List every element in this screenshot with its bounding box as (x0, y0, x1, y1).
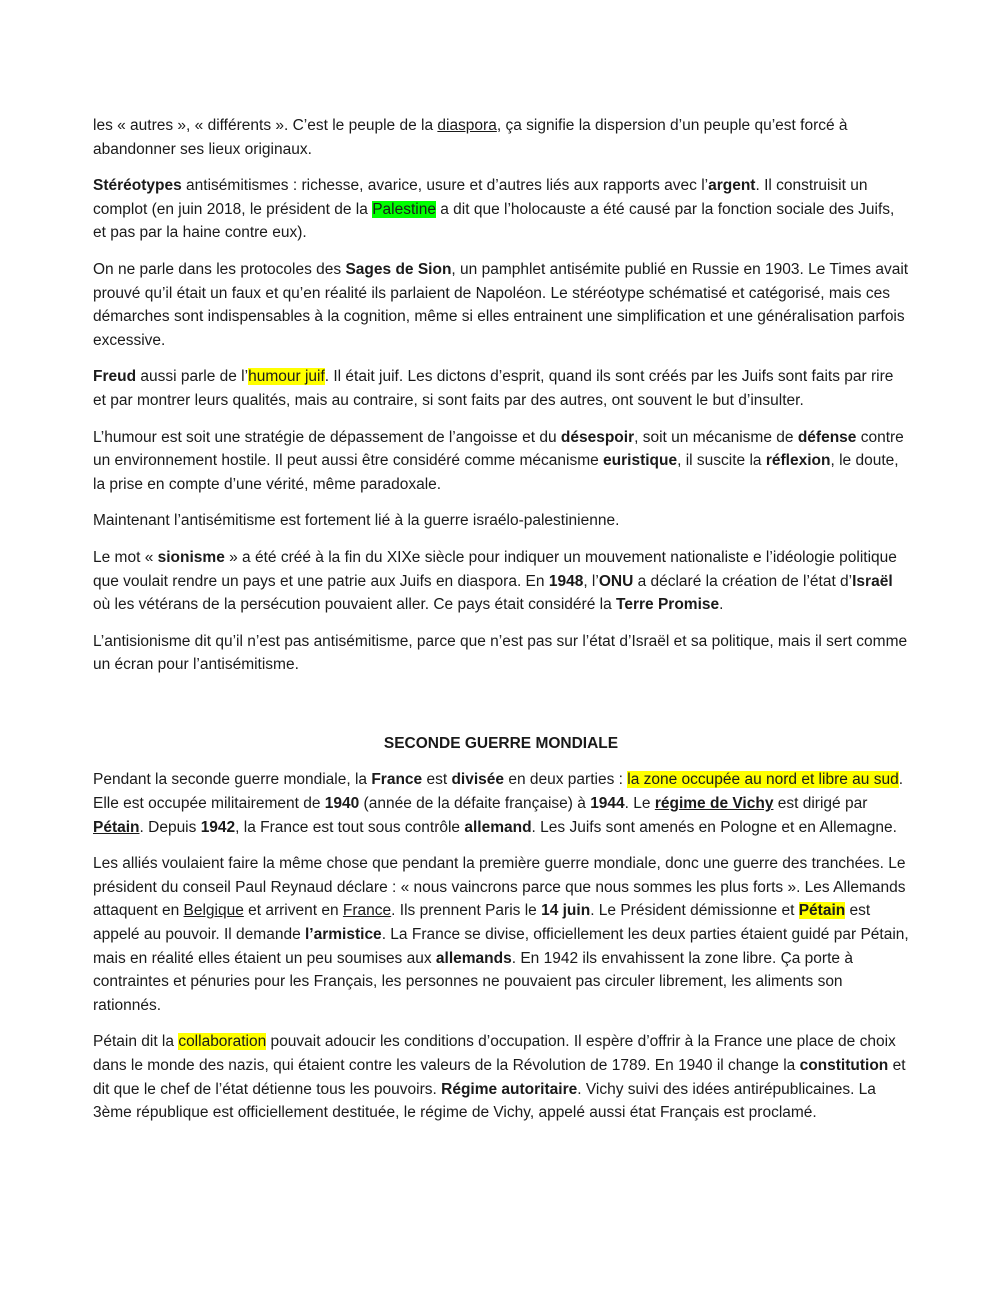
text-run: Pendant la seconde guerre mondiale, la (93, 771, 372, 789)
bold-text: France (371, 771, 423, 789)
text-run: On ne parle dans les protocoles des (93, 260, 346, 278)
underlined-text: diaspora (437, 117, 497, 134)
text-run: . Le (624, 795, 655, 813)
bold-text: ONU (598, 572, 634, 590)
bold-text: Sages de Sion (345, 260, 452, 278)
bold-text: désespoir (560, 428, 635, 446)
bold-text: allemand (464, 818, 532, 836)
text-run: , l’ (583, 572, 599, 590)
text-run: a déclaré la création de l’état d’ (633, 572, 853, 590)
text-run: a dit que l’holocauste a été causé par la fonction sociale des Juifs, et pas par la haine contre eux). (93, 200, 895, 242)
paragraph (93, 630, 909, 677)
text-run: , le doute, la prise en compte d’une vérité, même paradoxale. (93, 452, 899, 493)
bold-text: Israël (852, 572, 893, 590)
bold-text: Régime autoritaire (441, 1080, 578, 1098)
bold-text: Pétain (93, 818, 140, 836)
bold-text: défense (797, 428, 857, 446)
text-run: , la France est tout sous contrôle (235, 818, 465, 836)
text-run: (année de la défaite française) à (359, 795, 591, 813)
bold-text: constitution (799, 1057, 889, 1074)
text-run: est dirigé par (773, 795, 868, 813)
text-run: en deux parties : (504, 771, 628, 789)
text-run: , il suscite la (677, 452, 766, 470)
notes-body (93, 114, 909, 677)
bold-text: régime de Vichy (654, 795, 774, 813)
highlighted-text: Palestine (372, 200, 436, 218)
text-run: Maintenant l’antisémitisme est fortement lié à la guerre israélo-palestinienne. (93, 512, 620, 530)
paragraph (93, 546, 909, 617)
text-run: aussi parle de l’ (136, 368, 249, 386)
text-run: . Elle est occupée militairement de (93, 771, 904, 813)
text-run: . Ils prennent Paris le (391, 902, 542, 920)
text-run: et dit que le chef de l’état détienne tous les pouvoirs. (93, 1057, 906, 1098)
text-run: Le mot « (93, 548, 158, 566)
bold-text: 1948 (548, 572, 584, 590)
bold-text: euristique (603, 452, 678, 470)
bold-text: sionisme (157, 548, 225, 566)
paragraph (93, 114, 909, 161)
text-run: Les alliés voulaient faire la même chose que pendant la première guerre mondiale, donc une guerre des tranchées. Le président du conseil Paul Reynaud déclare : « nous vaincrons parce que nous sommes les plus forts ». Les Allemands attaquent en (93, 855, 906, 920)
text-run: . Le Président démissionne et (590, 902, 799, 920)
text-run: et arrivent en (243, 902, 343, 920)
bold-text: allemands (435, 949, 512, 967)
text-run: L’humour est soit une stratégie de dépassement de l’angoisse et du (93, 428, 561, 446)
text-run: , un pamphlet antisémite publié en Russie en 1903. Le Times avait prouvé qu’il était un faux et qu’en réalité ils parlaient de Napoléon. Le stéréotype schématisé et catégorisé, mais ces démarches sont indispensables à la cognition, même si elles entrainent une simplification et une généralisation parfois excessive. (93, 260, 909, 349)
text-run: , soit un mécanisme de (634, 428, 798, 446)
section-spacer (93, 690, 909, 732)
text-run: où les vétérans de la persécution pouvaient aller. Ce pays était considéré la (93, 596, 617, 614)
text-run: . Il était juif. Les dictons d’esprit, quand ils sont créés par les Juifs sont faits par rire et par montrer leurs qualités, mais au contraire, si sont faits par des autres, ont souvent le but d’insulter. (93, 368, 894, 409)
section-body (93, 768, 909, 1124)
paragraph (93, 768, 909, 839)
paragraph (93, 174, 909, 245)
text-run: antisémitismes : richesse, avarice, usure et d’autres liés aux rapports avec l’ (181, 177, 709, 195)
text-run: , ça signifie la dispersion d’un peuple qu’est forcé à abandonner ses lieux originaux. (93, 117, 848, 158)
text-run: » a été créé à la fin du XIXe siècle pour indiquer un mouvement nationaliste e l’idéologie politique que voulait rendre un pays et une patrie aux Juifs en diaspora. En (93, 548, 897, 590)
paragraph (93, 365, 909, 412)
paragraph (93, 1030, 909, 1124)
text-run: . Il construisit un complot (en juin 2018, le président de la (93, 177, 868, 218)
highlighted-text: collaboration (178, 1033, 267, 1051)
highlighted-text: humour juif (248, 368, 325, 386)
highlighted-text: Pétain (798, 902, 846, 920)
text-run: contre un environnement hostile. Il peut aussi être considéré comme mécanisme (93, 428, 904, 470)
paragraph (93, 426, 909, 497)
text-run: . La France se divise, officiellement les deux parties étaient guidé par Pétain, mais en réalité elles étaient un peu soumises aux (93, 926, 909, 967)
text-run: . (719, 596, 724, 614)
text-run: L’antisionisme dit qu’il n’est pas antisémitisme, parce que n’est pas sur l’état d’Israël et sa politique, mais il sert comme un écran pour l’antisémitisme. (93, 632, 908, 674)
underlined-text: Belgique (183, 902, 244, 920)
bold-text: divisée (451, 771, 505, 789)
text-run: les « autres », « différents ». C’est le peuple de la (93, 117, 438, 134)
bold-text: réflexion (765, 452, 831, 470)
bold-text: argent (708, 177, 756, 195)
text-run: est appelé au pouvoir. Il demande (93, 902, 871, 944)
text-run: pouvait adoucir les conditions d’occupation. Il espère d’offrir à la France une place de choix dans le monde des nazis, qui étaient contre les valeurs de la Révolution de 1789. En 1940 il change la (93, 1033, 896, 1074)
bold-text: l’armistice (305, 926, 382, 944)
bold-text: Stéréotypes (93, 177, 182, 195)
bold-text: 1944 (590, 795, 625, 813)
bold-text: 14 juin (541, 902, 591, 920)
section-heading: SECONDE GUERRE MONDIALE (383, 734, 619, 752)
paragraph (93, 852, 909, 1017)
document-page (93, 114, 909, 1138)
bold-text: Terre Promise (616, 596, 720, 614)
paragraph (93, 258, 909, 352)
underlined-text: France (342, 902, 392, 920)
paragraph (93, 509, 909, 533)
bold-text: Freud (93, 368, 137, 386)
text-run: est (422, 771, 452, 789)
bold-text: 1942 (200, 818, 236, 836)
text-run: . Vichy suivi des idées antirépublicaines. La 3ème république est officiellement destituée, le régime de Vichy, appelé aussi état Français est proclamé. (93, 1080, 876, 1122)
bold-text: 1940 (324, 795, 360, 813)
highlighted-text: la zone occupée au nord et libre au sud (627, 771, 899, 789)
text-run: . Les Juifs sont amenés en Pologne et en Allemagne. (531, 818, 897, 836)
text-run: . Depuis (139, 818, 201, 836)
text-run: . En 1942 ils envahissent la zone libre. Ça porte à contraintes et pénuries pour les Français, les personnes ne pouvaient pas circuler librement, les aliments son rationnés. (93, 949, 853, 1014)
text-run: Pétain dit la (93, 1033, 179, 1051)
